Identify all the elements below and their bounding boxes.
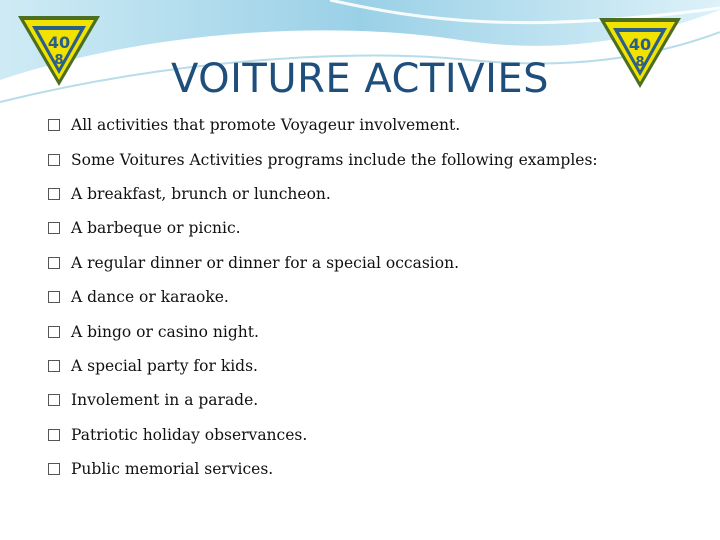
bullet-item xyxy=(48,211,688,245)
checkbox-bullet-icon xyxy=(48,257,60,269)
slide-title: VOITURE ACTIVIES xyxy=(170,56,550,102)
bullet-item xyxy=(48,108,688,142)
bullet-text: A breakfast, brunch or luncheon. xyxy=(71,184,331,203)
emblem-right-bottom-text: 8 xyxy=(635,55,645,70)
bullet-item xyxy=(48,418,688,452)
bullet-text: Involement in a parade. xyxy=(71,391,259,410)
bullet-item xyxy=(48,142,688,176)
bullet-text: A regular dinner or dinner for a special occasion. xyxy=(71,253,459,272)
bullet-item xyxy=(48,246,688,280)
checkbox-bullet-icon xyxy=(48,326,60,338)
bullet-text: A barbeque or picnic. xyxy=(71,219,241,238)
checkbox-bullet-icon xyxy=(48,222,60,234)
forty-and-eight-emblem-left xyxy=(14,12,104,90)
checkbox-bullet-icon xyxy=(48,119,60,131)
bullet-list xyxy=(48,108,688,486)
bullet-item xyxy=(48,177,688,211)
checkbox-bullet-icon xyxy=(48,394,60,406)
emblem-right-top-text: 40 xyxy=(628,35,652,54)
bullet-text: All activities that promote Voyageur involvement. xyxy=(71,116,461,135)
emblem-left-top-text: 40 xyxy=(47,33,71,52)
checkbox-bullet-icon xyxy=(48,188,60,200)
checkbox-bullet-icon xyxy=(48,360,60,372)
bullet-item xyxy=(48,452,688,486)
emblem-left-bottom-text: 8 xyxy=(54,53,64,68)
bullet-item xyxy=(48,280,688,314)
bullet-text: A dance or karaoke. xyxy=(71,288,229,307)
bullet-text: Patriotic holiday observances. xyxy=(71,425,308,444)
bullet-text: A bingo or casino night. xyxy=(71,322,259,341)
bullet-item xyxy=(48,314,688,348)
checkbox-bullet-icon xyxy=(48,463,60,475)
checkbox-bullet-icon xyxy=(48,154,60,166)
bullet-text: Some Voitures Activities programs include the following examples: xyxy=(71,150,598,169)
checkbox-bullet-icon xyxy=(48,429,60,441)
checkbox-bullet-icon xyxy=(48,291,60,303)
bullet-item xyxy=(48,383,688,417)
bullet-item xyxy=(48,349,688,383)
bullet-text: A special party for kids. xyxy=(71,356,258,375)
bullet-text: Public memorial services. xyxy=(71,460,274,479)
